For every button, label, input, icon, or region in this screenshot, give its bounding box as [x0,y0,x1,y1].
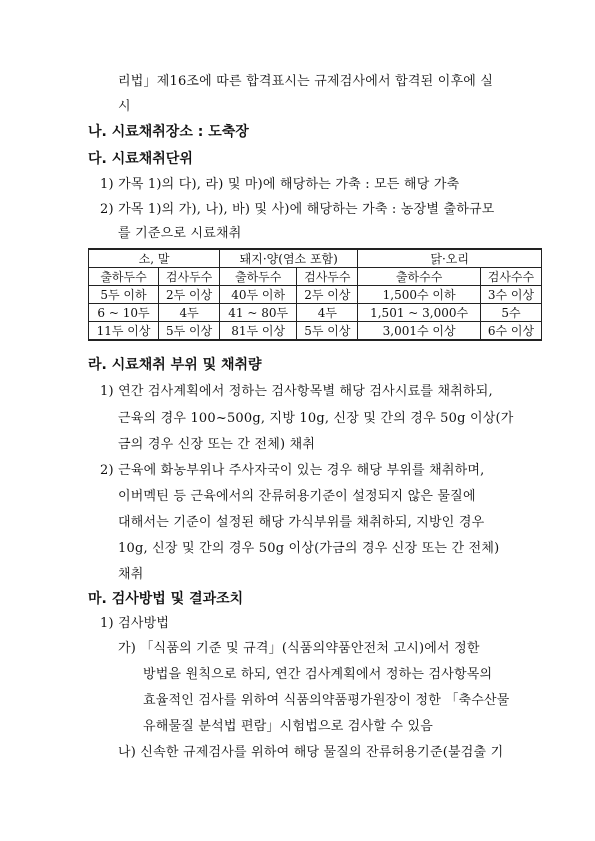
list-item-continuation: 채취 [118,567,144,582]
list-item-continuation: 대해서는 기준이 설정된 해당 가식부위를 채취하되, 지방인 경우 [118,515,485,530]
table-row [89,304,542,322]
section-heading-ra: 라. 시료채취 부위 및 채취량 [88,357,262,373]
list-item-continuation: 를 기준으로 시료채취 [118,226,242,241]
table-row [89,286,542,304]
table-cell: 41 ~ 80두 [220,304,297,322]
section-heading-da: 다. 시료채취단위 [88,151,193,167]
list-item: 1) 연간 검사계획에서 정하는 검사항목별 해당 검사시료를 채취하되, [100,384,493,399]
table-cell: 2두 이상 [297,286,358,304]
list-item-continuation: 유해물질 분석법 편람」시험법으로 검사할 수 있음 [143,719,434,734]
list-item-continuation: 효율적인 검사를 위하여 식품의약품평가원장이 정한 「축수산물 [143,693,510,708]
table-subheader: 출하두수 [220,268,297,286]
table-subheader: 출하수수 [358,268,481,286]
list-item-continuation: 10g, 신장 및 간의 경우 50g 이상(가금의 경우 신장 또는 간 전체) [118,541,500,556]
table-subheader: 검사수수 [480,268,541,286]
table-group-header: 소, 말 [89,249,220,268]
list-item-continuation: 근육의 경우 100~500g, 지방 10g, 신장 및 간의 경우 50g 이상(가 [118,411,514,426]
subsection-label: 1) 검사방법 [100,616,170,631]
list-item-continuation: 금의 경우 신장 또는 간 전체) 채취 [118,437,316,452]
table-cell: 3수 이상 [480,286,541,304]
section-heading-ma: 마. 검사방법 및 결과조치 [88,591,244,607]
table-cell: 1,500수 이하 [358,286,481,304]
table-group-header: 돼지·양(염소 포함) [220,249,358,268]
table-cell: 1,501 ~ 3,000수 [358,304,481,322]
table-subheader: 검사두수 [297,268,358,286]
table-cell: 3,001수 이상 [358,322,481,341]
table-cell: 6수 이상 [480,322,541,341]
list-item: 2) 가목 1)의 가), 나), 바) 및 사)에 해당하는 가축 : 농장별 출하규모 [100,202,495,217]
list-item: 2) 근육에 화농부위나 주사자국이 있는 경우 해당 부위를 채취하며, [100,463,485,478]
table-cell: 5두 이하 [89,286,159,304]
table-subheader: 출하두수 [89,268,159,286]
list-item-continuation: 이버멕틴 등 근육에서의 잔류허용기준이 설정되지 않은 물질에 [118,489,476,504]
table-cell: 2두 이상 [159,286,220,304]
table-cell: 5두 이상 [297,322,358,341]
list-item: 가) 「식품의 기준 및 규격」(식품의약품안전처 고시)에서 정한 [118,641,480,656]
sampling-unit-table [88,248,542,341]
text-line: 리법」제16조에 따른 합격표시는 규제검사에서 합격된 이후에 실 [118,74,494,89]
table-cell: 5두 이상 [159,322,220,341]
list-item: 나) 신속한 규제검사를 위하여 해당 물질의 잔류허용기준(불검출 기 [118,745,504,760]
table-cell: 6 ~ 10두 [89,304,159,322]
table-subheader-row [89,268,542,286]
section-heading-na: 나. 시료채취장소 : 도축장 [88,124,249,140]
table-cell: 81두 이상 [220,322,297,341]
table-group-header-row [89,249,542,268]
table-cell: 40두 이하 [220,286,297,304]
list-item: 1) 가목 1)의 다), 라) 및 마)에 해당하는 가축 : 모든 해당 가축 [100,177,460,192]
text-line: 시 [118,99,131,114]
table-group-header: 닭·오리 [358,249,542,268]
list-item-continuation: 방법을 원칙으로 하되, 연간 검사계획에서 정하는 검사항목의 [143,667,493,682]
table-subheader: 검사두수 [159,268,220,286]
table-cell: 11두 이상 [89,322,159,341]
table-row [89,322,542,341]
table-cell: 5수 [480,304,541,322]
table-cell: 4두 [159,304,220,322]
table-cell: 4두 [297,304,358,322]
